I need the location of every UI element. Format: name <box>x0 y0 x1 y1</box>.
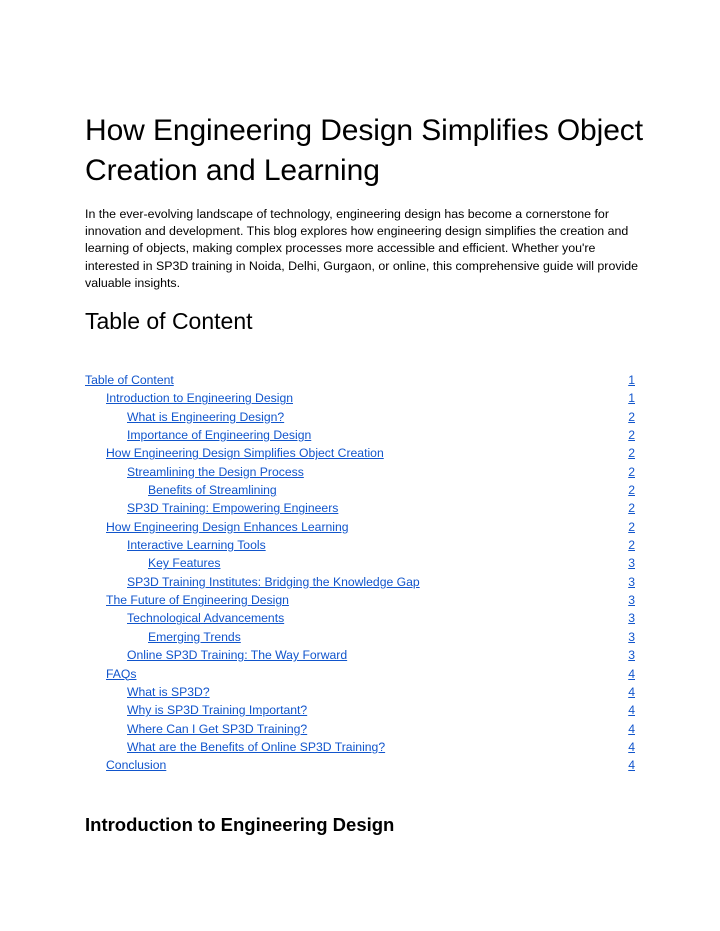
toc-entry-page: 3 <box>628 574 635 589</box>
toc-entry-page: 2 <box>628 483 635 498</box>
toc-entry-page: 2 <box>628 464 635 479</box>
toc-entry-page: 3 <box>628 556 635 571</box>
document-title: How Engineering Design Simplifies Object Creation and Learning <box>85 114 643 187</box>
toc-entry-label: What is Engineering Design? <box>127 409 285 424</box>
toc-entry-page: 1 <box>628 373 635 387</box>
toc-entry[interactable] <box>85 756 635 774</box>
toc-entry-page: 4 <box>628 721 635 736</box>
toc-entry-label: Why is SP3D Training Important? <box>127 703 308 718</box>
toc-entry-label: Benefits of Streamlining <box>148 483 277 498</box>
toc-entry-label: Importance of Engineering Design <box>127 428 312 443</box>
toc-entry-label: Key Features <box>148 556 221 571</box>
toc-entry[interactable] <box>85 518 635 536</box>
toc-entry-page: 3 <box>628 611 635 626</box>
toc-entry-label: SP3D Training: Empowering Engineers <box>127 501 339 516</box>
toc-entry-page: 2 <box>628 519 635 534</box>
toc-entry[interactable] <box>85 408 635 426</box>
toc-entry[interactable] <box>85 573 635 591</box>
intro-paragraph: In the ever-evolving landscape of technology, engineering design has become a cornerstone for innovation and development. This blog explores how engineering design simplifies the creation and learning of objects, making complex processes more accessible and efficient. Whether you're interested in SP3D training in Noida, Delhi, Gurgaon, or online, this comprehensive guide will provide valuable insights. <box>85 207 639 290</box>
toc-entry-page: 2 <box>628 409 635 424</box>
toc-entry-label: The Future of Engineering Design <box>106 593 289 608</box>
toc-entry-label: Online SP3D Training: The Way Forward <box>127 648 348 663</box>
toc-entry-page: 3 <box>628 648 635 663</box>
toc-entry-label: FAQs <box>106 666 137 681</box>
toc-entry[interactable] <box>85 554 635 572</box>
toc-entry-label: Streamlining the Design Process <box>127 464 304 479</box>
toc-entry-label: Conclusion <box>106 758 167 773</box>
toc-entry-label: Technological Advancements <box>127 611 285 626</box>
toc-entry[interactable] <box>85 499 635 517</box>
toc-entry-page: 4 <box>628 684 635 699</box>
toc-entry-page: 2 <box>628 428 635 443</box>
toc-entry-label: Where Can I Get SP3D Training? <box>127 721 308 736</box>
toc-entry[interactable] <box>85 426 635 444</box>
section-heading: Introduction to Engineering Design <box>85 814 395 835</box>
toc-entry[interactable] <box>85 389 635 407</box>
toc-entry-label: What is SP3D? <box>127 684 210 699</box>
toc-entry[interactable] <box>85 591 635 609</box>
toc-entry[interactable] <box>85 463 635 481</box>
toc-entry-page: 4 <box>628 758 635 773</box>
toc-entry[interactable] <box>85 720 635 738</box>
toc-entry-label: Emerging Trends <box>148 629 241 644</box>
toc-entry[interactable] <box>85 738 635 756</box>
toc-entry[interactable] <box>85 444 635 462</box>
toc-entry-page: 3 <box>628 593 635 608</box>
toc-entry-page: 4 <box>628 739 635 754</box>
toc-entry-label: How Engineering Design Simplifies Object Creation <box>106 446 384 461</box>
toc-entry-page: 2 <box>628 501 635 516</box>
toc-entry[interactable] <box>85 371 635 389</box>
toc-entry-label: SP3D Training Institutes: Bridging the Knowledge Gap <box>127 574 420 589</box>
toc-entry-page: 4 <box>628 666 635 681</box>
toc-entry[interactable] <box>85 665 635 683</box>
table-of-contents <box>85 371 635 775</box>
toc-entry[interactable] <box>85 536 635 554</box>
toc-entry[interactable] <box>85 646 635 664</box>
toc-entry-label: What are the Benefits of Online SP3D Training? <box>127 739 386 754</box>
toc-entry-page: 2 <box>628 538 635 553</box>
toc-heading: Table of Content <box>85 308 253 334</box>
toc-entry[interactable] <box>85 481 635 499</box>
toc-entry-page: 1 <box>628 391 635 406</box>
toc-entry-page: 2 <box>628 446 635 461</box>
toc-entry[interactable] <box>85 628 635 646</box>
toc-entry-page: 3 <box>628 629 635 644</box>
toc-entry[interactable] <box>85 609 635 627</box>
toc-entry-label: Interactive Learning Tools <box>127 538 266 553</box>
toc-entry[interactable] <box>85 683 635 701</box>
toc-entry-label: Introduction to Engineering Design <box>106 391 293 406</box>
toc-entry-page: 4 <box>628 703 635 718</box>
toc-entry-label: How Engineering Design Enhances Learning <box>106 519 349 534</box>
toc-entry-label: Table of Content <box>85 373 174 387</box>
toc-entry[interactable] <box>85 701 635 719</box>
